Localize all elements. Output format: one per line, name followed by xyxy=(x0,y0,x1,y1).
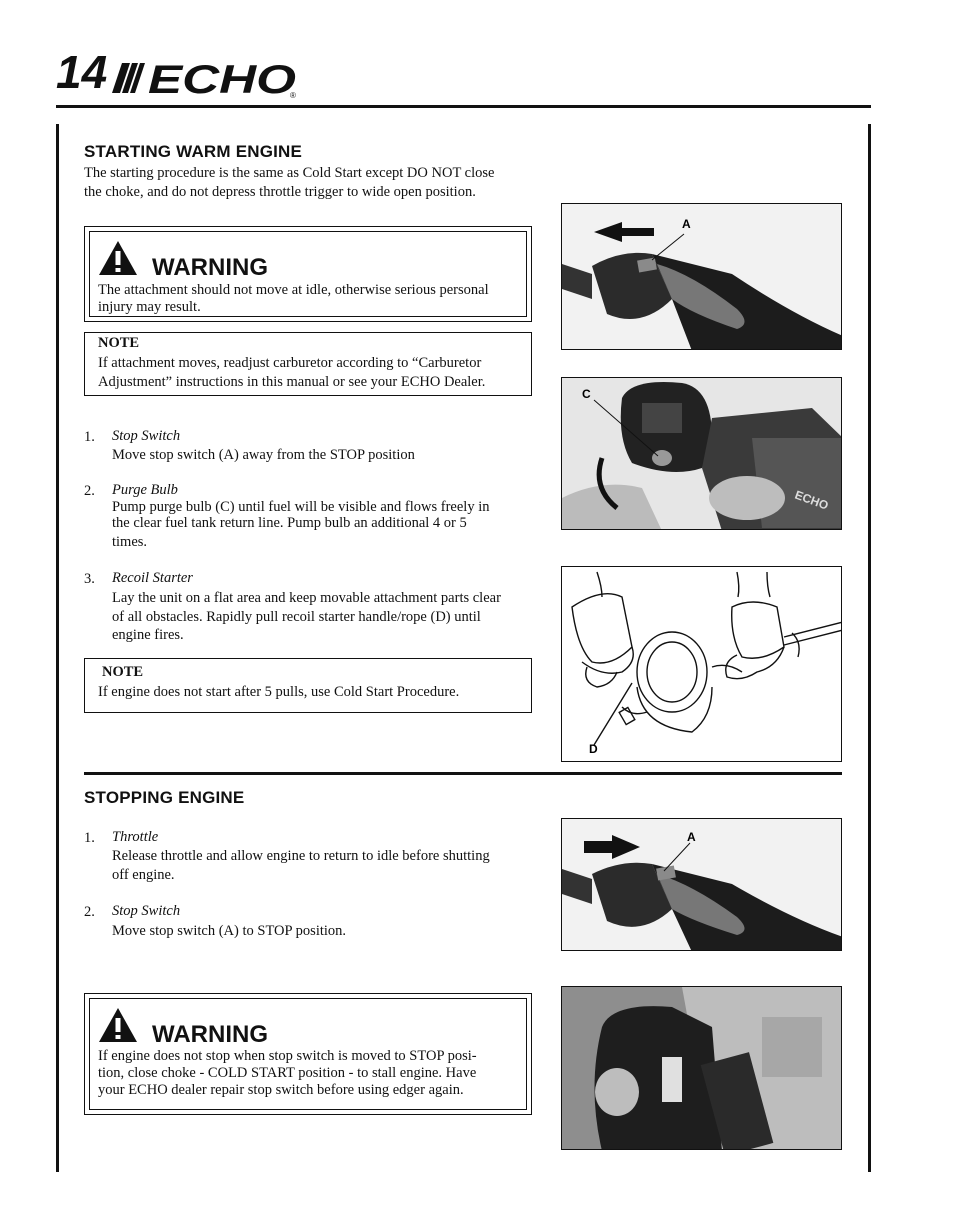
note-box-1 xyxy=(84,332,532,396)
step1-number: 1. xyxy=(84,429,95,445)
figure2-engine-logo: ECHO xyxy=(792,487,831,513)
stop-step1-line1: Release throttle and allow engine to return to idle before shutting xyxy=(112,848,490,864)
figure-stop-switch-stop xyxy=(561,818,842,951)
step2-number: 2. xyxy=(84,483,95,499)
step2-line1: Pump purge bulb (C) until fuel will be visible and flows freely in xyxy=(112,499,490,515)
figure4-label-a: A xyxy=(687,830,696,844)
note-box-2 xyxy=(84,658,532,713)
echo-logo xyxy=(112,55,304,103)
warning-box-2 xyxy=(84,993,532,1115)
figure-recoil-starter xyxy=(561,566,842,762)
figure1-label-a: A xyxy=(682,217,691,231)
warning2-line1: If engine does not stop when stop switch is moved to STOP posi- xyxy=(98,1048,477,1064)
warning-triangle-icon xyxy=(98,1007,138,1043)
note2-line1: If engine does not start after 5 pulls, use Cold Start Procedure. xyxy=(98,684,460,700)
page-number: 14 xyxy=(56,46,108,98)
svg-text:ECHO: ECHO xyxy=(148,58,296,102)
note1-line2: Adjustment” instructions in this manual or see your ECHO Dealer. xyxy=(98,374,486,390)
step3-label: Recoil Starter xyxy=(112,570,193,586)
warning-triangle-icon xyxy=(98,240,138,276)
warning1-line1: The attachment should not move at idle, otherwise serious personal xyxy=(98,282,489,298)
section1-intro-line2: the choke, and do not depress throttle trigger to wide open position. xyxy=(84,184,476,200)
stop-step2-label: Stop Switch xyxy=(112,903,181,919)
stop-step2-line1: Move stop switch (A) to STOP position. xyxy=(112,923,347,939)
warning2-line2: tion, close choke - COLD START position - to stall engine. Have xyxy=(98,1065,477,1081)
stop-step1-line2: off engine. xyxy=(112,867,175,883)
header-rule xyxy=(56,105,871,108)
section-divider xyxy=(84,772,842,775)
registered-mark: ® xyxy=(290,91,296,100)
figure2-label-c: C xyxy=(582,387,591,401)
figure-purge-bulb xyxy=(561,377,842,530)
step2-line3: times. xyxy=(112,534,148,550)
step2-line2: the clear fuel tank return line. Pump bulb an additional 4 or 5 xyxy=(112,515,467,531)
note1-line1: If attachment moves, readjust carburetor according to “Carburetor xyxy=(98,355,482,371)
step3-line1: Lay the unit on a flat area and keep movable attachment parts clear xyxy=(112,590,501,606)
warning-title-2: WARNING xyxy=(152,1021,268,1048)
stop-step1-number: 1. xyxy=(84,830,95,846)
step2-label: Purge Bulb xyxy=(112,482,178,498)
note2-title: NOTE xyxy=(102,664,144,680)
left-margin-rule xyxy=(56,124,59,1172)
section1-intro-line1: The starting procedure is the same as Cold Start except DO NOT close xyxy=(84,165,495,181)
step1-line1: Move stop switch (A) away from the STOP position xyxy=(112,447,415,463)
warning-box-1 xyxy=(84,226,532,322)
section-title-stopping-engine: STOPPING ENGINE xyxy=(84,788,245,807)
warning1-line2: injury may result. xyxy=(98,299,201,315)
step3-line2: of all obstacles. Rapidly pull recoil starter handle/rope (D) until xyxy=(112,609,481,625)
note1-title: NOTE xyxy=(98,335,140,351)
figure-engine-cover xyxy=(561,986,842,1150)
warning2-line3: your ECHO dealer repair stop switch before using edger again. xyxy=(98,1082,464,1098)
section-title-starting-warm-engine: STARTING WARM ENGINE xyxy=(84,142,303,161)
figure-stop-switch-handle xyxy=(561,203,842,350)
warning-title-1: WARNING xyxy=(152,254,268,281)
figure3-label-d: D xyxy=(589,742,598,756)
stop-step1-label: Throttle xyxy=(112,829,159,845)
step1-label: Stop Switch xyxy=(112,428,181,444)
right-margin-rule xyxy=(868,124,871,1172)
step3-line3: engine fires. xyxy=(112,627,184,643)
step3-number: 3. xyxy=(84,571,95,587)
stop-step2-number: 2. xyxy=(84,904,95,920)
